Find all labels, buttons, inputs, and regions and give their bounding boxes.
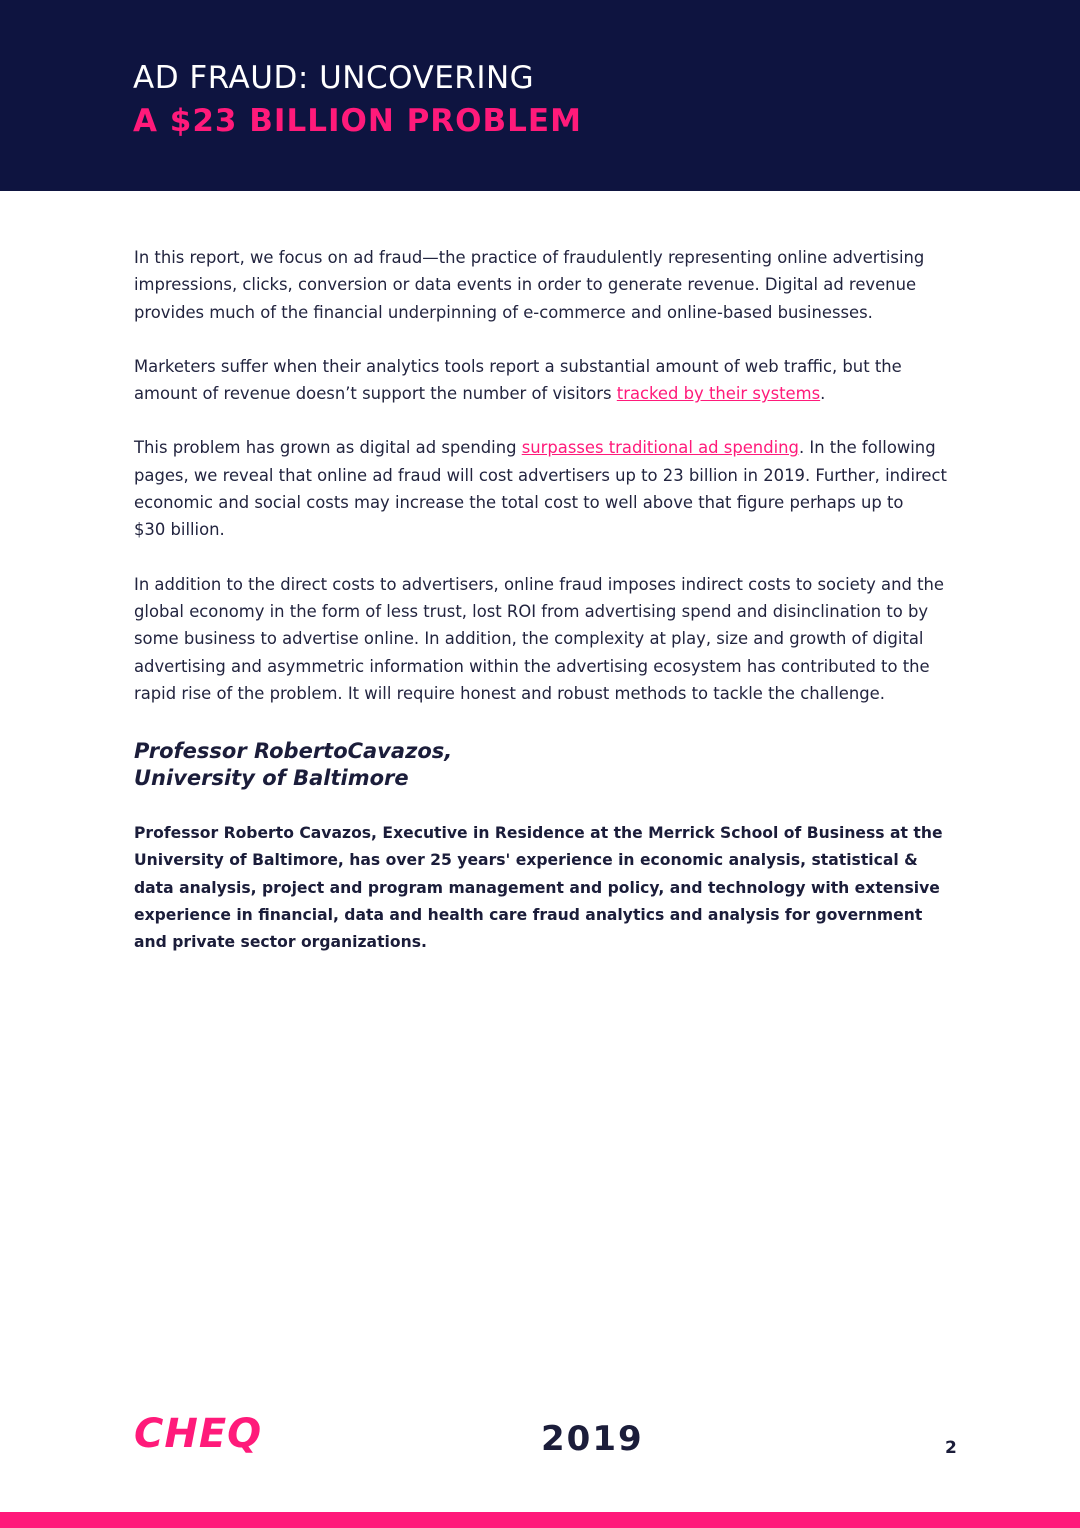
indirect-costs-paragraph: In addition to the direct costs to advertisers, online fraud imposes indirect costs to society and the global economy in the form of less trust, lost ROI from advertising spend and disinclination to by some business to advertise online. In addition, the complexity at play, size and growth of digital advertising and asymmetric information within the advertising ecosystem has contributed to the rapid rise of the problem. It will require honest and robust methods to tackle the challenge. <box>134 574 944 703</box>
ad-spending-link[interactable]: surpasses traditional ad spending <box>521 438 799 458</box>
page-title-line1: AD FRAUD: UNCOVERING <box>133 60 535 96</box>
main-content <box>134 244 956 957</box>
cheq-logo: CHEQ <box>134 1411 263 1457</box>
growth-paragraph <box>134 434 956 543</box>
author-name: Professor RobertoCavazos, <box>134 739 453 764</box>
page-title-line2: A $23 BILLION PROBLEM <box>133 103 582 139</box>
author-affiliation: University of Baltimore <box>134 766 409 791</box>
marketers-paragraph <box>134 353 956 408</box>
tracked-systems-link[interactable]: tracked by their systems <box>616 384 821 404</box>
author-heading <box>134 738 956 792</box>
growth-text-tail: $30 billion. <box>134 520 225 540</box>
marketers-text: Marketers suffer when their analytics tools report a substantial amount of web traffic, but the amount of revenue doesn’t support the number of visitors <box>134 356 902 404</box>
intro-paragraph: In this report, we focus on ad fraud—the practice of fraudulently representing online advertising impressions, clicks, conversion or data events in order to generate revenue. Digital ad revenue provides much of the financial underpinning of e-commerce and online-based businesses. <box>134 248 925 322</box>
page-number: 2 <box>945 1438 957 1458</box>
growth-text-end: . In the following pages, we reveal that online ad fraud will cost advertisers up to 23 billion in 2019. Further, indirect economic and social costs may increase the total cost to well above that figure perhaps up to <box>134 438 947 513</box>
report-year: 2019 <box>541 1419 644 1459</box>
growth-text: This problem has grown as digital ad spending <box>134 438 522 458</box>
marketers-text-end: . <box>820 384 826 404</box>
header-banner <box>0 0 1080 191</box>
footer-accent-bar <box>0 1512 1080 1528</box>
author-bio: Professor Roberto Cavazos, Executive in Residence at the Merrick School of Business at the University of Baltimore, has over 25 years' experience in economic analysis, statistical & data analysis, project and program management and policy, and technology with extensive experience in financial, data and health care fraud analytics and analysis for government and private sector organizations. <box>134 824 943 952</box>
